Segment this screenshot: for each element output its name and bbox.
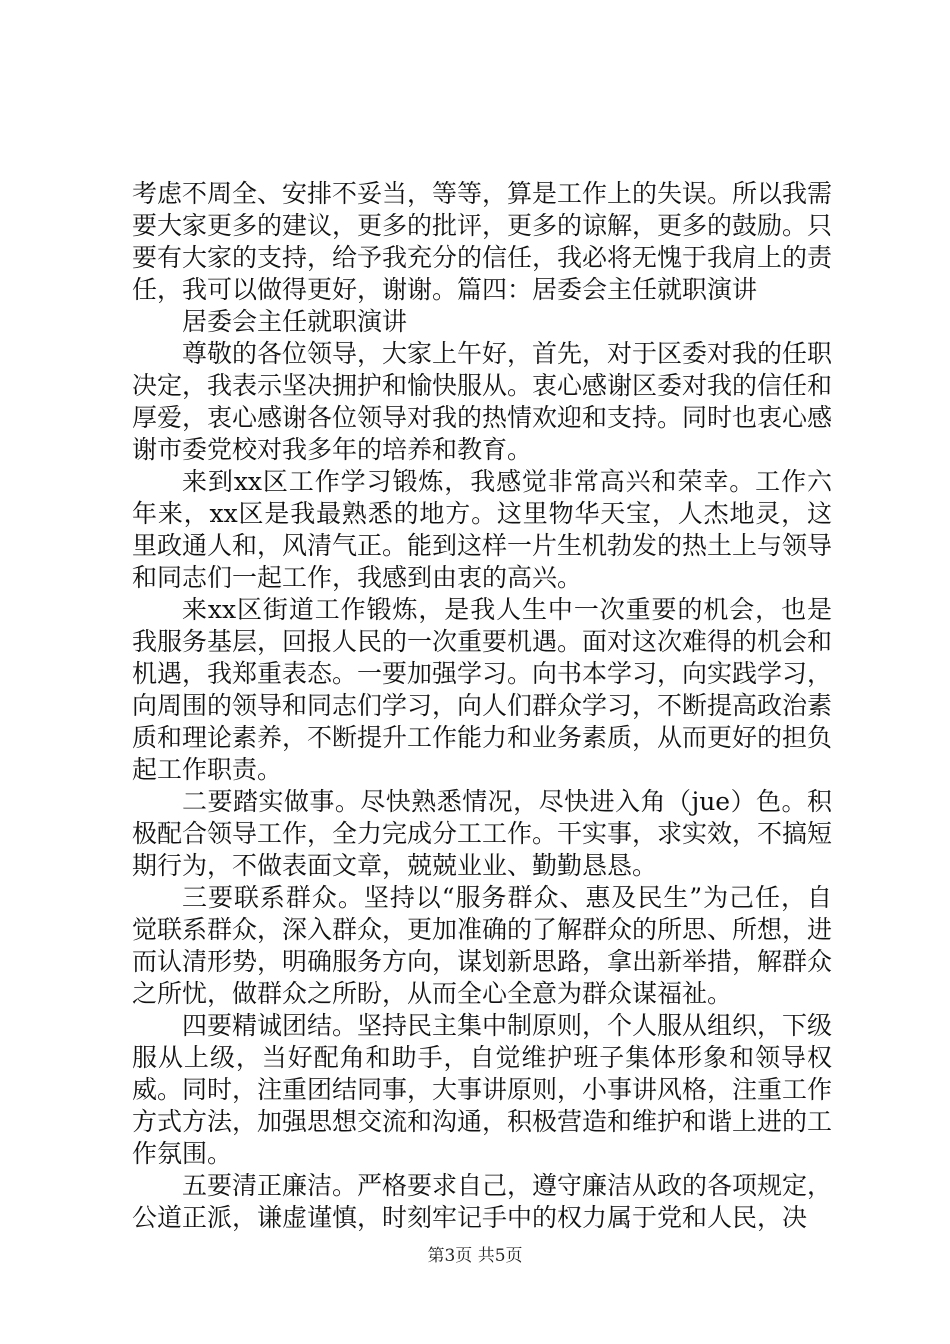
paragraph-1: 考虑不周全、安排不妥当，等等，算是工作上的失误。所以我需要大家更多的建议，更多的批评，更多的谅解，更多的鼓励。只要有大家的支持，给予我充分的信任，我必将无愧于我肩上的责任，我可以做得更好，谢谢。篇四：居委会主任就职演讲 [132,179,833,304]
paragraph-study: 来xx区街道工作锻炼，是我人生中一次重要的机会，也是我服务基层，回报人民的一次重要机遇。面对这次难得的机会和机遇，我郑重表态。一要加强学习。向书本学习，向实践学习，向周围的领导和同志们学习，向人们群众学习，不断提高政治素质和理论素养，不断提升工作能力和业务素质，从而更好的担负起工作职责。 [132,595,833,784]
paragraph-work: 二要踏实做事。尽快熟悉情况，尽快进入角（jue）色。积极配合领导工作，全力完成分工工作。干实事，求实效，不搞短期行为，不做表面文章，兢兢业业、勤勤恳恳。 [132,787,833,880]
paragraph-unity: 四要精诚团结。坚持民主集中制原则，个人服从组织，下级服从上级，当好配角和助手，自觉维护班子集体形象和领导权威。同时，注重团结同事，大事讲原则，小事讲风格，注重工作方式方法，加强思想交流和沟通，积极营造和维护和谐上进的工作氛围。 [132,1011,833,1168]
section-title: 居委会主任就职演讲 [182,307,408,336]
paragraph-masses: 三要联系群众。坚持以“服务群众、惠及民生”为己任，自觉联系群众，深入群众，更加准确的了解群众的所思、所想，进而认清形势，明确服务方向，谋划新思路，拿出新举措，解群众之所忧，做群众之所盼，从而全心全意为群众谋福祉。 [132,883,833,1008]
page-number: 第3页 共5页 [427,1246,523,1266]
paragraph-integrity: 五要清正廉洁。严格要求自己，遵守廉洁从政的各项规定，公道正派，谦虚谨慎，时刻牢记手中的权力属于党和人民，决 [132,1171,833,1232]
paragraph-greeting: 尊敬的各位领导，大家上午好，首先，对于区委对我的任职决定，我表示坚决拥护和愉快服从。衷心感谢区委对我的信任和厚爱，衷心感谢各位领导对我的热情欢迎和支持。同时也衷心感谢市委党校对我多年的培养和教育。 [132,339,833,464]
paragraph-arrival: 来到xx区工作学习锻炼，我感觉非常高兴和荣幸。工作六年来，xx区是我最熟悉的地方。这里物华天宝，人杰地灵，这里政通人和，风清气正。能到这样一片生机勃发的热土上与领导和同志们一起工作，我感到由衷的高兴。 [132,467,833,592]
document-body [132,178,832,1234]
